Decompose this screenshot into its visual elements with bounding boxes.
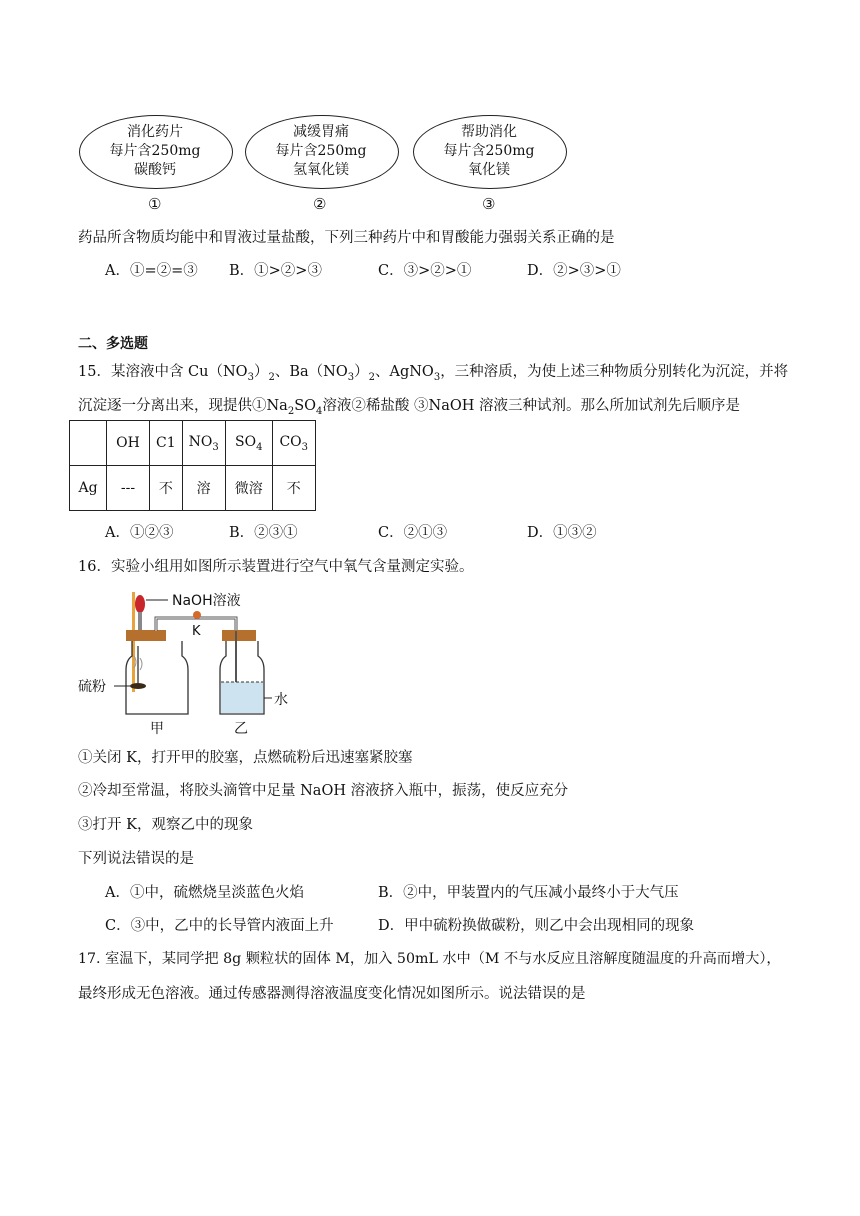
q16-step-1: ①关闭 K，打开甲的胶塞，点燃硫粉后迅速塞紧胶塞: [78, 750, 413, 766]
ion-name: CO: [279, 433, 302, 450]
label-yi: 乙: [234, 721, 248, 737]
q15-text: SO: [294, 398, 317, 414]
table-cell: [182, 421, 225, 466]
q15-text: ，三种溶质，为使上述三种物质分别转化为沉淀，并将: [440, 364, 789, 380]
pill-1-line: 每片含250mg: [109, 143, 201, 159]
table-cell: 微溶: [225, 466, 272, 511]
q15-text: 、AgNO: [374, 364, 434, 380]
q16-question: 下列说法错误的是: [78, 851, 194, 867]
q15-sub: 3: [247, 371, 254, 383]
label-sulfur: 硫粉: [78, 679, 106, 695]
label-k: K: [192, 624, 201, 639]
q15-sub: 3: [433, 371, 441, 383]
q14-option-c: C．③>②>①: [378, 263, 472, 279]
table-cell: 溶: [182, 466, 225, 511]
ion-name: NO: [188, 433, 213, 450]
q16-stem: 16．实验小组用如图所示装置进行空气中氧气含量测定实验。: [78, 559, 474, 575]
ion-name: SO: [235, 433, 257, 450]
q15-line1: [78, 360, 788, 383]
q14-stem: 药品所含物质均能中和胃液过量盐酸，下列三种药片中和胃酸能力强弱关系正确的是: [78, 230, 615, 246]
label-water: 水: [274, 692, 288, 708]
pill-2-line: 氢氧化镁: [293, 162, 349, 178]
q15-sub: 2: [368, 371, 375, 383]
pill-1-line: 消化药片: [127, 124, 183, 140]
label-jia: 甲: [150, 721, 164, 737]
q16-option-d: D．甲中硫粉换做碳粉，则乙中会出现相同的现象: [378, 918, 695, 934]
q15-sub: 4: [316, 405, 323, 417]
table-cell: 不: [150, 466, 183, 511]
q17-line2: 最终形成无色溶液。通过传感器测得溶液温度变化情况如图所示。说法错误的是: [78, 986, 586, 1002]
q14-option-a: A．①=②=③: [105, 263, 198, 279]
pill-3-number: ③: [482, 195, 496, 213]
q14-option-d: D．②>③>①: [527, 263, 621, 279]
pill-1-line: 碳酸钙: [134, 162, 176, 178]
q15-sub: 3: [347, 371, 355, 383]
pill-1-number: ①: [148, 195, 162, 213]
ion-sub: 4: [256, 441, 263, 453]
q16-option-c: C．③中，乙中的长导管内液面上升: [105, 918, 334, 934]
pill-2-number: ②: [313, 195, 327, 213]
q15-line2: [78, 394, 740, 417]
q16-step-3: ③打开 K，观察乙中的现象: [78, 817, 253, 833]
section-title: 二、多选题: [78, 336, 148, 352]
table-cell: [272, 421, 315, 466]
q15-text: 溶液②稀盐酸 ③NaOH 溶液三种试剂。那么所加试剂先后顺序是: [322, 398, 741, 414]
ion-sub: 3: [212, 441, 219, 453]
q15-text: 、Ba（NO: [274, 364, 348, 380]
q14-option-b: B．①>②>③: [229, 263, 322, 279]
table-cell: ---: [107, 466, 150, 511]
pill-3-line: 每片含250mg: [443, 143, 535, 159]
q15-text: ）: [354, 364, 369, 380]
q15-option-d: D．①③②: [527, 525, 597, 541]
q15-sub: 2: [268, 371, 275, 383]
table-cell: C1: [150, 421, 183, 466]
q15-sub: 2: [287, 405, 295, 417]
pill-2-line: 每片含250mg: [275, 143, 367, 159]
q15-option-a: A．①②③: [105, 525, 174, 541]
table-cell: [225, 421, 272, 466]
pill-3-line: 帮助消化: [461, 124, 517, 140]
q17-line1: 17. 室温下，某同学把 8g 颗粒状的固体 M，加入 50mL 水中（M 不与水反应且溶解度随温度的升高而增大），: [78, 951, 781, 967]
q15-text: 15．某溶液中含 Cu（NO: [78, 364, 248, 380]
ion-sub: 3: [301, 441, 309, 453]
table-cell: [70, 421, 107, 466]
q15-option-b: B．②③①: [229, 525, 298, 541]
q15-text: 沉淀逐一分离出来，现提供①Na: [78, 398, 288, 414]
table-cell: Ag: [70, 466, 107, 511]
q16-option-b: B．②中，甲装置内的气压减小最终小于大气压: [378, 885, 679, 901]
table-header-row: [70, 421, 316, 466]
table-cell: OH: [107, 421, 150, 466]
apparatus-figure: [76, 586, 296, 738]
solubility-table: [69, 420, 316, 511]
q16-option-a: A．①中，硫燃烧呈淡蓝色火焰: [105, 885, 304, 901]
q15-text: ）: [253, 364, 269, 380]
q15-option-c: C．②①③: [378, 525, 448, 541]
pill-3-line: 氧化镁: [468, 162, 510, 178]
table-row: [70, 466, 316, 511]
q16-step-2: ②冷却至常温，将胶头滴管中足量 NaOH 溶液挤入瓶中，振荡，使反应充分: [78, 783, 569, 799]
table-cell: 不: [272, 466, 315, 511]
label-naoh: NaOH溶液: [172, 593, 241, 609]
pill-2-line: 减缓胃痛: [293, 124, 349, 140]
